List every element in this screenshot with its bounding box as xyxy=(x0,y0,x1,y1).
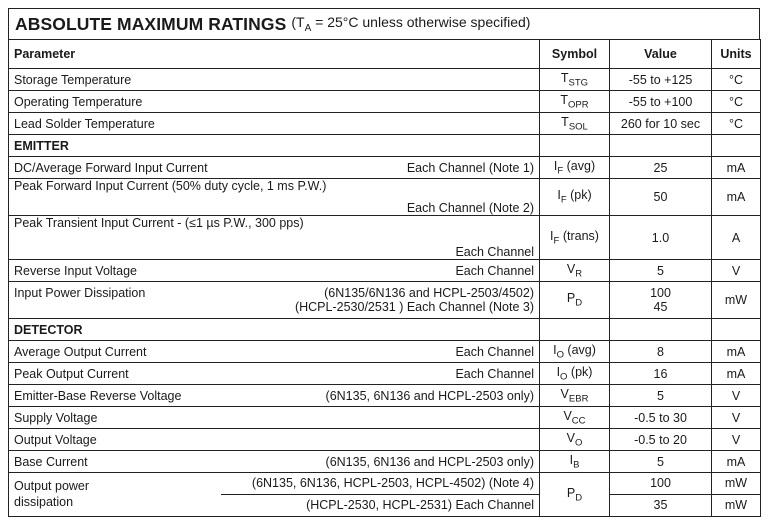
symbol-cell: $I_F$ (pk) xyxy=(540,179,610,216)
param-cell: Peak Transient Input Current - (≤1 µs P.W., 300 pps) Each Channel xyxy=(9,216,540,260)
table-row xyxy=(9,341,761,363)
unit-cell: V xyxy=(712,429,761,451)
unit-cell: V xyxy=(712,260,761,282)
section-emitter: EMITTER xyxy=(9,135,540,157)
unit-cell: °C xyxy=(712,69,761,91)
section-row xyxy=(9,135,761,157)
title-main: ABSOLUTE MAXIMUM RATINGS xyxy=(15,13,287,34)
param-cell: Output Voltage xyxy=(9,429,540,451)
unit-cell: mW xyxy=(712,282,761,319)
unit-cell: °C xyxy=(712,113,761,135)
symbol-cell: $I_O$ (avg) xyxy=(540,341,610,363)
value-cell: -0.5 to 20 xyxy=(610,429,712,451)
table-row xyxy=(9,69,761,91)
unit-cell: mA xyxy=(712,179,761,216)
unit-cell: V xyxy=(712,407,761,429)
table-row xyxy=(9,385,761,407)
param-cell: Emitter-Base Reverse Voltage (6N135, 6N136 and HCPL-2503 only) xyxy=(9,385,540,407)
unit-cell: mA xyxy=(712,363,761,385)
out-power-label-1: Output power xyxy=(14,479,90,493)
symbol-cell: $V_{EBR}$ xyxy=(540,385,610,407)
value-cell: 5 xyxy=(610,385,712,407)
section-row xyxy=(9,319,761,341)
param-cell: Lead Solder Temperature xyxy=(9,113,540,135)
value-cell: 260 for 10 sec xyxy=(610,113,712,135)
value-cell: 16 xyxy=(610,363,712,385)
header-symbol: Symbol xyxy=(540,40,610,69)
value-cell: 5 xyxy=(610,260,712,282)
table-row xyxy=(9,179,761,216)
unit-cell: mW mW xyxy=(712,473,761,517)
param-cell: Supply Voltage xyxy=(9,407,540,429)
unit-cell: mA xyxy=(712,341,761,363)
value-cell: -55 to +100 xyxy=(610,91,712,113)
header-parameter: Parameter xyxy=(9,40,540,69)
ratings-table xyxy=(8,39,761,517)
section-detector: DETECTOR xyxy=(9,319,540,341)
symbol-cell: $V_O$ xyxy=(540,429,610,451)
out-power-cond-1: (6N135, 6N136, HCPL-2503, HCPL-4502) (Note 4) xyxy=(221,473,539,495)
param-cell: Average Output Current Each Channel xyxy=(9,341,540,363)
param-cell: Storage Temperature xyxy=(9,69,540,91)
header-units: Units xyxy=(712,40,761,69)
unit-cell: mA xyxy=(712,157,761,179)
symbol-cell: $P_D$ xyxy=(540,473,610,517)
table-row xyxy=(9,260,761,282)
value-cell: 100 35 xyxy=(610,473,712,517)
header-row xyxy=(9,40,761,69)
unit-cell: A xyxy=(712,216,761,260)
unit-cell: V xyxy=(712,385,761,407)
table-row xyxy=(9,363,761,385)
unit-cell: mA xyxy=(712,451,761,473)
symbol-cell: $V_{CC}$ xyxy=(540,407,610,429)
symbol-cell: $I_F$ (trans) xyxy=(540,216,610,260)
table-row xyxy=(9,216,761,260)
symbol-cell: $V_R$ xyxy=(540,260,610,282)
table-row xyxy=(9,157,761,179)
symbol-cell: $T_{OPR}$ xyxy=(540,91,610,113)
param-cell: Base Current (6N135, 6N136 and HCPL-2503 only) xyxy=(9,451,540,473)
value-cell: 1.0 xyxy=(610,216,712,260)
symbol-cell: $P_D$ xyxy=(540,282,610,319)
value-cell: 25 xyxy=(610,157,712,179)
value-cell: -55 to +125 xyxy=(610,69,712,91)
param-cell: Reverse Input Voltage Each Channel xyxy=(9,260,540,282)
symbol-cell: $I_F$ (avg) xyxy=(540,157,610,179)
table-row xyxy=(9,473,761,517)
table-row xyxy=(9,429,761,451)
value-cell: -0.5 to 30 xyxy=(610,407,712,429)
value-cell: 5 xyxy=(610,451,712,473)
param-cell: DC/Average Forward Input Current Each Channel (Note 1) xyxy=(9,157,540,179)
symbol-cell: $I_B$ xyxy=(540,451,610,473)
table-row xyxy=(9,451,761,473)
symbol-cell: $T_{STG}$ xyxy=(540,69,610,91)
value-cell: 100 45 xyxy=(610,282,712,319)
param-cell: Operating Temperature xyxy=(9,91,540,113)
table-row xyxy=(9,407,761,429)
value-cell: 50 xyxy=(610,179,712,216)
unit-cell: °C xyxy=(712,91,761,113)
table-title xyxy=(8,8,760,39)
table-row xyxy=(9,91,761,113)
symbol-cell: $T_{SOL}$ xyxy=(540,113,610,135)
param-cell: Peak Output Current Each Channel xyxy=(9,363,540,385)
table-row xyxy=(9,282,761,319)
out-power-cond-2: (HCPL-2530, HCPL-2531) Each Channel xyxy=(306,498,534,512)
param-cell xyxy=(9,473,540,517)
value-cell: 8 xyxy=(610,341,712,363)
param-cell: Peak Forward Input Current (50% duty cycle, 1 ms P.W.) Each Channel (Note 2) xyxy=(9,179,540,216)
table-row xyxy=(9,113,761,135)
header-value: Value xyxy=(610,40,712,69)
out-power-label-2: dissipation xyxy=(14,495,74,509)
param-cell: Input Power Dissipation (6N135/6N136 and HCPL-2503/4502) (HCPL-2530/2531 ) Each Channel (Note 3) xyxy=(9,282,540,319)
title-condition: ($T_A = 25^\circ C$ unless otherwise specified) xyxy=(291,14,531,34)
symbol-cell: $I_O$ (pk) xyxy=(540,363,610,385)
